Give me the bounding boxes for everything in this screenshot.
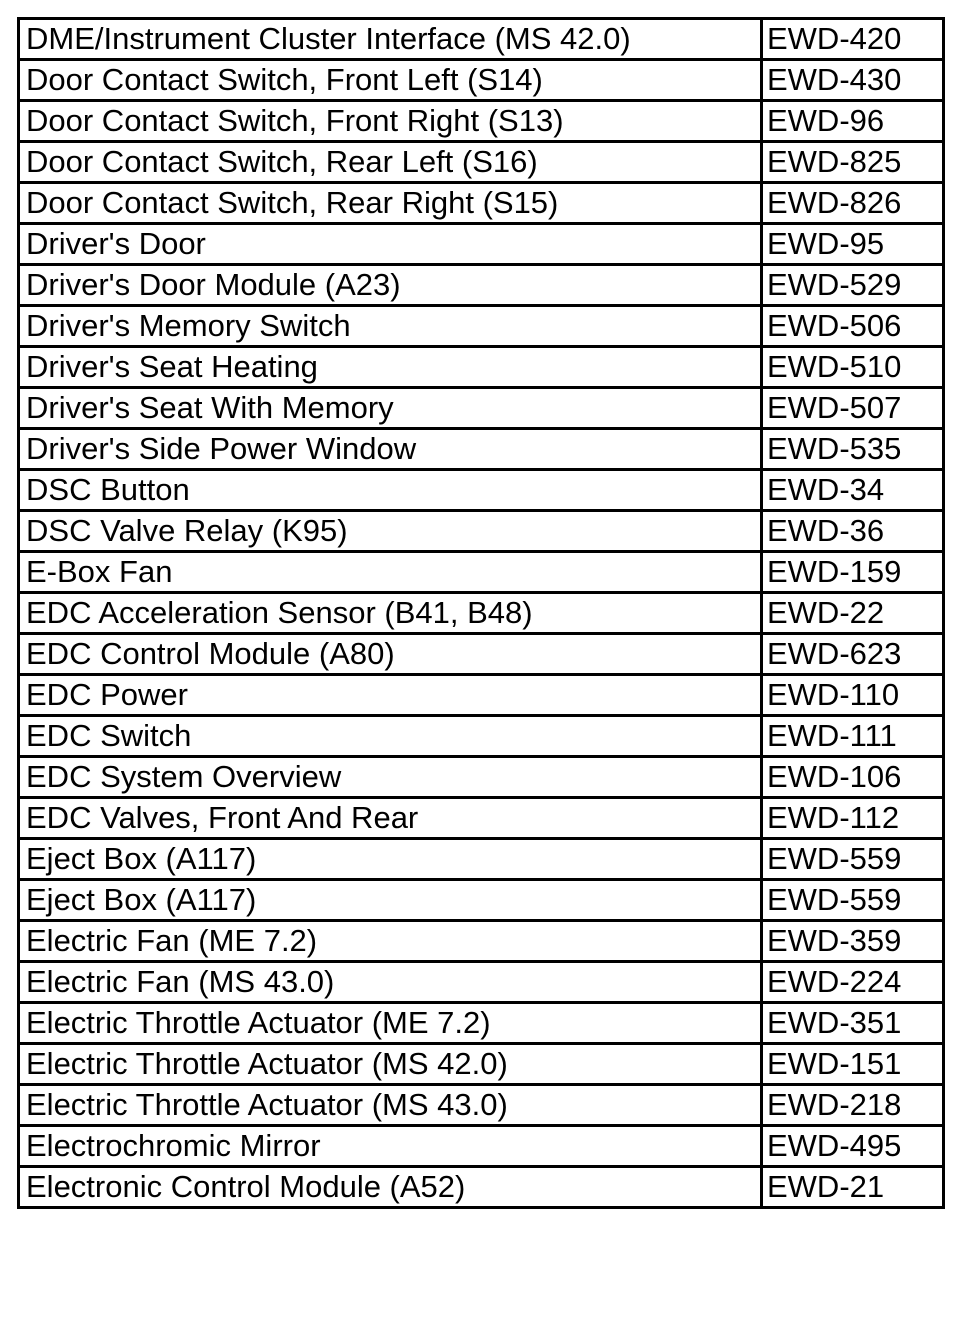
diagram-code-cell: EWD-359 <box>762 921 944 962</box>
diagram-code-cell: EWD-351 <box>762 1003 944 1044</box>
component-name-cell: EDC Switch <box>19 716 762 757</box>
component-name-cell: Electric Fan (ME 7.2) <box>19 921 762 962</box>
component-name-cell: E-Box Fan <box>19 552 762 593</box>
component-name-cell: Driver's Door <box>19 224 762 265</box>
component-name-cell: DME/Instrument Cluster Interface (MS 42.0) <box>19 19 762 60</box>
table-row <box>19 183 944 224</box>
component-name-cell: Electronic Control Module (A52) <box>19 1167 762 1208</box>
component-name-cell: Electric Throttle Actuator (MS 42.0) <box>19 1044 762 1085</box>
diagram-code-cell: EWD-112 <box>762 798 944 839</box>
table-row <box>19 1085 944 1126</box>
table-row <box>19 265 944 306</box>
diagram-code-cell: EWD-430 <box>762 60 944 101</box>
diagram-code-cell: EWD-495 <box>762 1126 944 1167</box>
table-row <box>19 60 944 101</box>
component-name-cell: EDC System Overview <box>19 757 762 798</box>
table-row <box>19 142 944 183</box>
component-name-cell: Door Contact Switch, Front Right (S13) <box>19 101 762 142</box>
table-row <box>19 921 944 962</box>
component-name-cell: DSC Valve Relay (K95) <box>19 511 762 552</box>
diagram-code-cell: EWD-559 <box>762 839 944 880</box>
diagram-code-cell: EWD-224 <box>762 962 944 1003</box>
component-name-cell: Driver's Memory Switch <box>19 306 762 347</box>
diagram-code-cell: EWD-506 <box>762 306 944 347</box>
table-row <box>19 634 944 675</box>
table-row <box>19 19 944 60</box>
component-name-cell: Electric Throttle Actuator (MS 43.0) <box>19 1085 762 1126</box>
table-row <box>19 1126 944 1167</box>
table-row <box>19 224 944 265</box>
component-name-cell: Door Contact Switch, Front Left (S14) <box>19 60 762 101</box>
diagram-code-cell: EWD-22 <box>762 593 944 634</box>
component-name-cell: EDC Control Module (A80) <box>19 634 762 675</box>
component-name-cell: Driver's Door Module (A23) <box>19 265 762 306</box>
table-row <box>19 306 944 347</box>
table-row <box>19 880 944 921</box>
diagram-code-cell: EWD-110 <box>762 675 944 716</box>
component-name-cell: Electrochromic Mirror <box>19 1126 762 1167</box>
table-row <box>19 552 944 593</box>
diagram-code-cell: EWD-420 <box>762 19 944 60</box>
table-row <box>19 511 944 552</box>
component-name-cell: Driver's Side Power Window <box>19 429 762 470</box>
component-name-cell: Eject Box (A117) <box>19 839 762 880</box>
component-name-cell: Eject Box (A117) <box>19 880 762 921</box>
table-row <box>19 839 944 880</box>
table-row <box>19 962 944 1003</box>
table-body <box>19 19 944 1208</box>
table-row <box>19 1167 944 1208</box>
diagram-code-cell: EWD-159 <box>762 552 944 593</box>
diagram-code-cell: EWD-623 <box>762 634 944 675</box>
component-name-cell: Door Contact Switch, Rear Left (S16) <box>19 142 762 183</box>
table-row <box>19 101 944 142</box>
table-row <box>19 1003 944 1044</box>
component-name-cell: EDC Acceleration Sensor (B41, B48) <box>19 593 762 634</box>
diagram-code-cell: EWD-106 <box>762 757 944 798</box>
component-name-cell: DSC Button <box>19 470 762 511</box>
table-row <box>19 675 944 716</box>
diagram-code-cell: EWD-825 <box>762 142 944 183</box>
diagram-code-cell: EWD-529 <box>762 265 944 306</box>
component-name-cell: Electric Throttle Actuator (ME 7.2) <box>19 1003 762 1044</box>
table-row <box>19 798 944 839</box>
table-row <box>19 1044 944 1085</box>
component-name-cell: Driver's Seat With Memory <box>19 388 762 429</box>
diagram-code-cell: EWD-218 <box>762 1085 944 1126</box>
table-row <box>19 470 944 511</box>
diagram-code-cell: EWD-95 <box>762 224 944 265</box>
table-row <box>19 429 944 470</box>
table-row <box>19 757 944 798</box>
table-row <box>19 593 944 634</box>
diagram-code-cell: EWD-535 <box>762 429 944 470</box>
diagram-code-cell: EWD-507 <box>762 388 944 429</box>
diagram-code-cell: EWD-96 <box>762 101 944 142</box>
diagram-code-cell: EWD-36 <box>762 511 944 552</box>
table-row <box>19 347 944 388</box>
component-name-cell: EDC Valves, Front And Rear <box>19 798 762 839</box>
diagram-code-cell: EWD-826 <box>762 183 944 224</box>
diagram-code-cell: EWD-34 <box>762 470 944 511</box>
component-name-cell: Door Contact Switch, Rear Right (S15) <box>19 183 762 224</box>
diagram-code-cell: EWD-21 <box>762 1167 944 1208</box>
component-name-cell: Driver's Seat Heating <box>19 347 762 388</box>
component-name-cell: Electric Fan (MS 43.0) <box>19 962 762 1003</box>
table-row <box>19 388 944 429</box>
diagram-code-cell: EWD-559 <box>762 880 944 921</box>
diagram-code-cell: EWD-151 <box>762 1044 944 1085</box>
wiring-diagram-index-table <box>17 17 945 1209</box>
table-row <box>19 716 944 757</box>
diagram-code-cell: EWD-510 <box>762 347 944 388</box>
component-name-cell: EDC Power <box>19 675 762 716</box>
diagram-code-cell: EWD-111 <box>762 716 944 757</box>
